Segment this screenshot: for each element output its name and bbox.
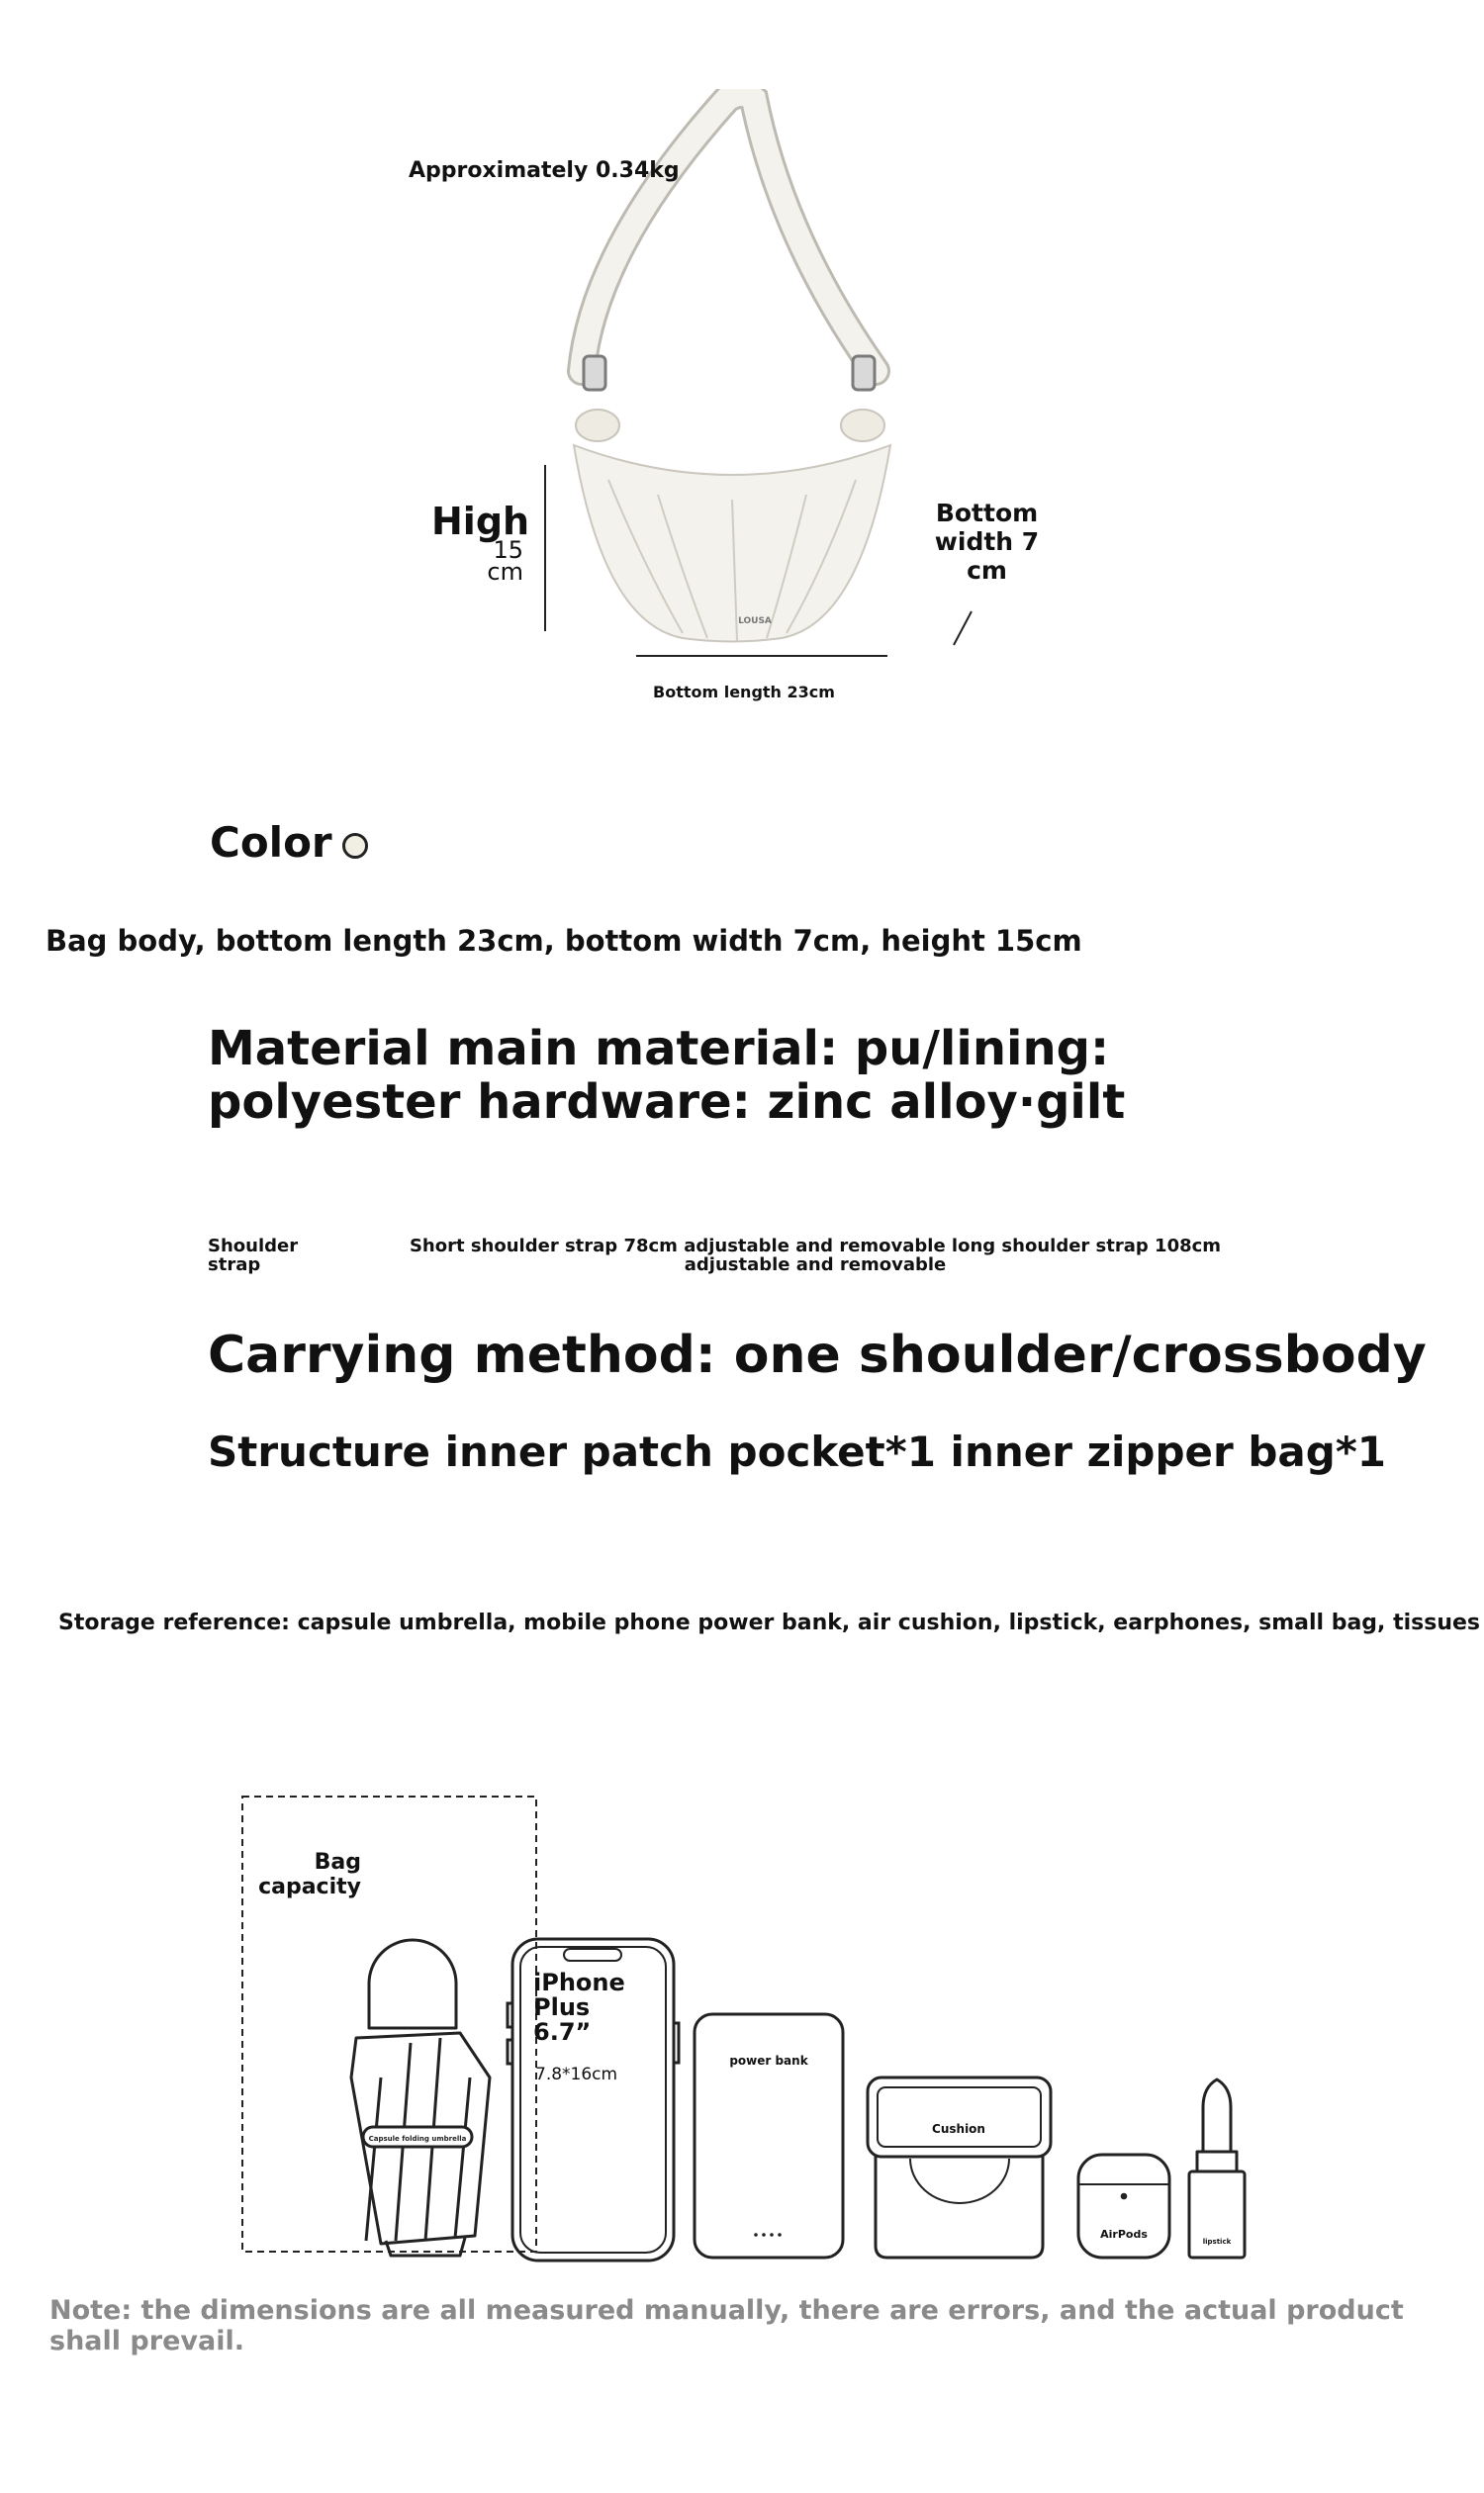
shoulder-strap-value: Short shoulder strap 78cm adjustable and removable long shoulder strap 108cm adjustable and removable <box>409 1236 1222 1275</box>
color-swatch[interactable] <box>342 833 368 859</box>
power-bank-label: power bank <box>729 2054 808 2068</box>
structure-spec: Structure inner patch pocket*1 inner zipper bag*1 <box>208 1428 1387 1476</box>
lipstick-label: lipstick <box>1202 2238 1232 2246</box>
color-label: Color <box>210 818 332 867</box>
capacity-items-illustration <box>237 1791 1266 2265</box>
dimension-lines <box>0 0 1484 712</box>
bottom-length-label: Bottom length 23cm <box>653 683 835 701</box>
airpods-icon <box>1078 2155 1169 2258</box>
cushion-label: Cushion <box>932 2122 985 2136</box>
bag-capacity-label: Bag capacity <box>258 1850 361 1899</box>
weight-label: Approximately 0.34kg <box>409 158 680 183</box>
phone-name-line1: iPhone <box>533 1969 625 1996</box>
carrying-method: Carrying method: one shoulder/crossbody <box>208 1326 1427 1385</box>
phone-name-line2: Plus <box>533 1993 591 2021</box>
storage-reference: Storage reference: capsule umbrella, mobile phone power bank, air cushion, lipstick, earphones, small bag, tissues <box>58 1611 1480 1635</box>
bottom-width-label: Bottom width 7 cm <box>934 499 1040 585</box>
umbrella-icon <box>351 1940 490 2256</box>
power-bank-icon <box>695 2014 843 2258</box>
height-label: High <box>431 500 530 543</box>
height-value <box>480 536 523 586</box>
material-spec: Material main material: pu/lining: polyester hardware: zinc alloy·gilt <box>208 1021 1126 1130</box>
power-bank-dots <box>754 2233 782 2237</box>
phone-size: 7.8*16cm <box>535 2065 618 2084</box>
phone-name-line3: 6.7” <box>533 2018 592 2046</box>
bag-capacity-box <box>242 1797 536 2252</box>
umbrella-label: Capsule folding umbrella <box>368 2135 467 2143</box>
height-value-text: 15 cm <box>487 536 523 586</box>
bag-logo: LOUSA <box>738 616 772 626</box>
bag-body-dimensions: Bag body, bottom length 23cm, bottom width 7cm, height 15cm <box>46 924 1082 958</box>
shoulder-strap-label: Shoulder strap <box>208 1236 299 1275</box>
disclaimer-note: Note: the dimensions are all measured manually, there are errors, and the actual product shall prevail. <box>49 2295 1404 2356</box>
airpods-label: AirPods <box>1100 2228 1148 2241</box>
cushion-icon <box>868 2078 1051 2258</box>
lipstick-icon <box>1189 2079 1245 2258</box>
